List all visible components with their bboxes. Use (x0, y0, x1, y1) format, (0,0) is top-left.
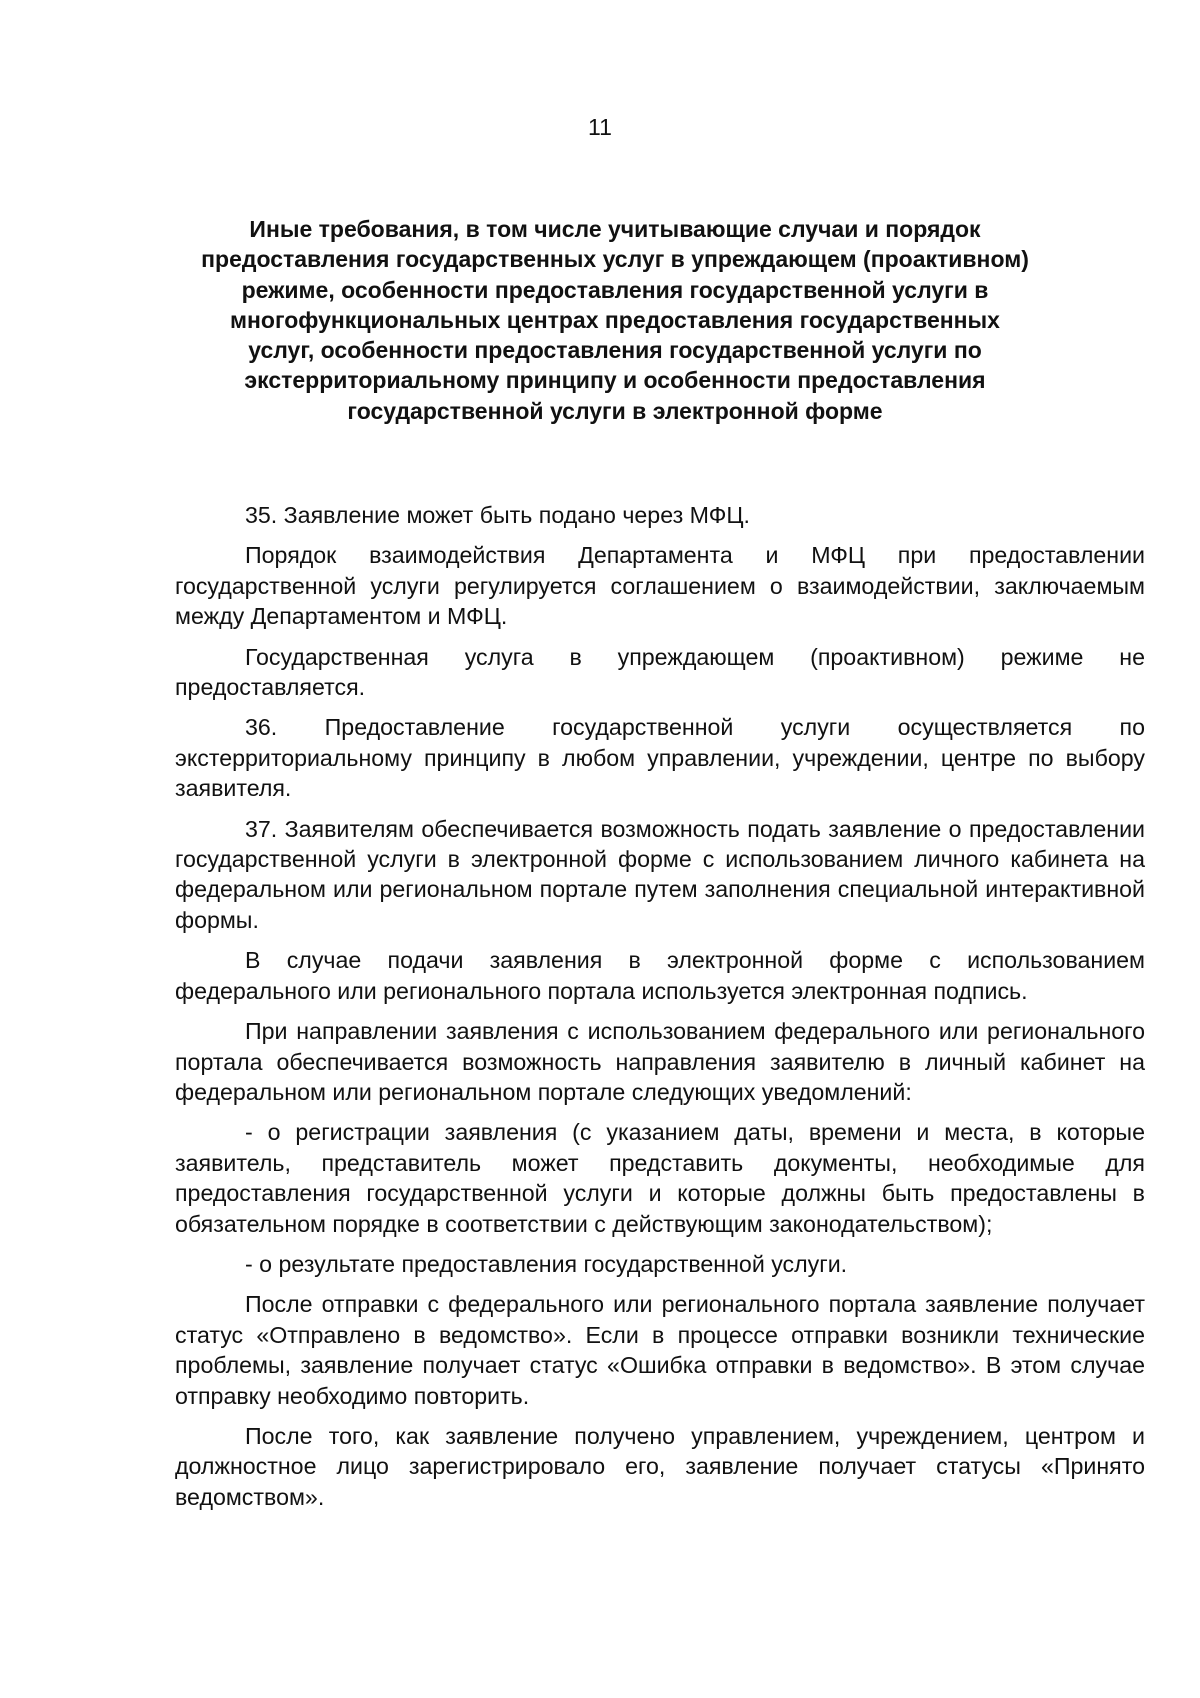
paragraph-proactive-mode: Государственная услуга в упреждающем (проактивном) режиме не предоставляется. (175, 643, 1145, 701)
paragraph-electronic-signature: В случае подачи заявления в электронной форме с использованием федерального или регионального портала используется электронная подпись. (175, 947, 1145, 1004)
paragraph-sent-status: После отправки с федерального или регионального портала заявление получает статус «Отправлено в ведомство». Если в процессе отправки возникли технические проблемы, заявление получает статус «Ошибка отправки в ведомство». В этом случае отправку необходимо повторить. (175, 1291, 1145, 1409)
paragraph-37: 37. Заявителям обеспечивается возможность подать заявление о предоставлении государственной услуги в электронной форме с использованием личного кабинета на федеральном или региональном портале путем заполнения специальной интерактивной формы. (175, 815, 1145, 933)
document-body (175, 500, 1145, 1512)
list-item-result-notice: - о результате предоставления государственной услуги. (245, 1250, 848, 1277)
paragraph-notifications: При направлении заявления с использованием федерального или регионального портала обеспечивается возможность направления заявителю в личный кабинет на федеральном или региональном портале следующих уведомлений: (175, 1018, 1145, 1105)
paragraph-interaction-order: Порядок взаимодействия Департамента и МФЦ при предоставлении государственной услуги регулируется соглашением о взаимодействии, заключаемым между Департаментом и МФЦ. (175, 542, 1145, 630)
section-heading: Иные требования, в том числе учитывающие случаи и порядок предоставления государственных услуг в упреждающем (проактивном) режиме, особенности предоставления государственной услуги в многофункциональных центрах предоставления государственных услуг, особенности предоставления государственной услуги по экстерриториальному принципу и особенности предоставления государственной услуги в электронной форме (201, 216, 1029, 424)
page-number: 11 (588, 114, 612, 140)
list-item-registration-notice: - о регистрации заявления (с указанием даты, времени и места, в которые заявитель, представитель может представить документы, необходимые для предоставления государственной услуги и которые должны быть предоставлены в обязательном порядке в соответствии с действующим законодательством); (175, 1119, 1145, 1237)
paragraph-accepted-status: После того, как заявление получено управлением, учреждением, центром и должностное лицо зарегистрировало его, заявление получает статусы «Принято ведомством». (175, 1422, 1145, 1510)
paragraph-36: 36. Предоставление государственной услуги осуществляется по экстерриториальному принципу в любом управлении, учреждении, центре по выбору заявителя. (175, 714, 1145, 802)
paragraph-35: 35. Заявление может быть подано через МФЦ. (245, 502, 750, 528)
